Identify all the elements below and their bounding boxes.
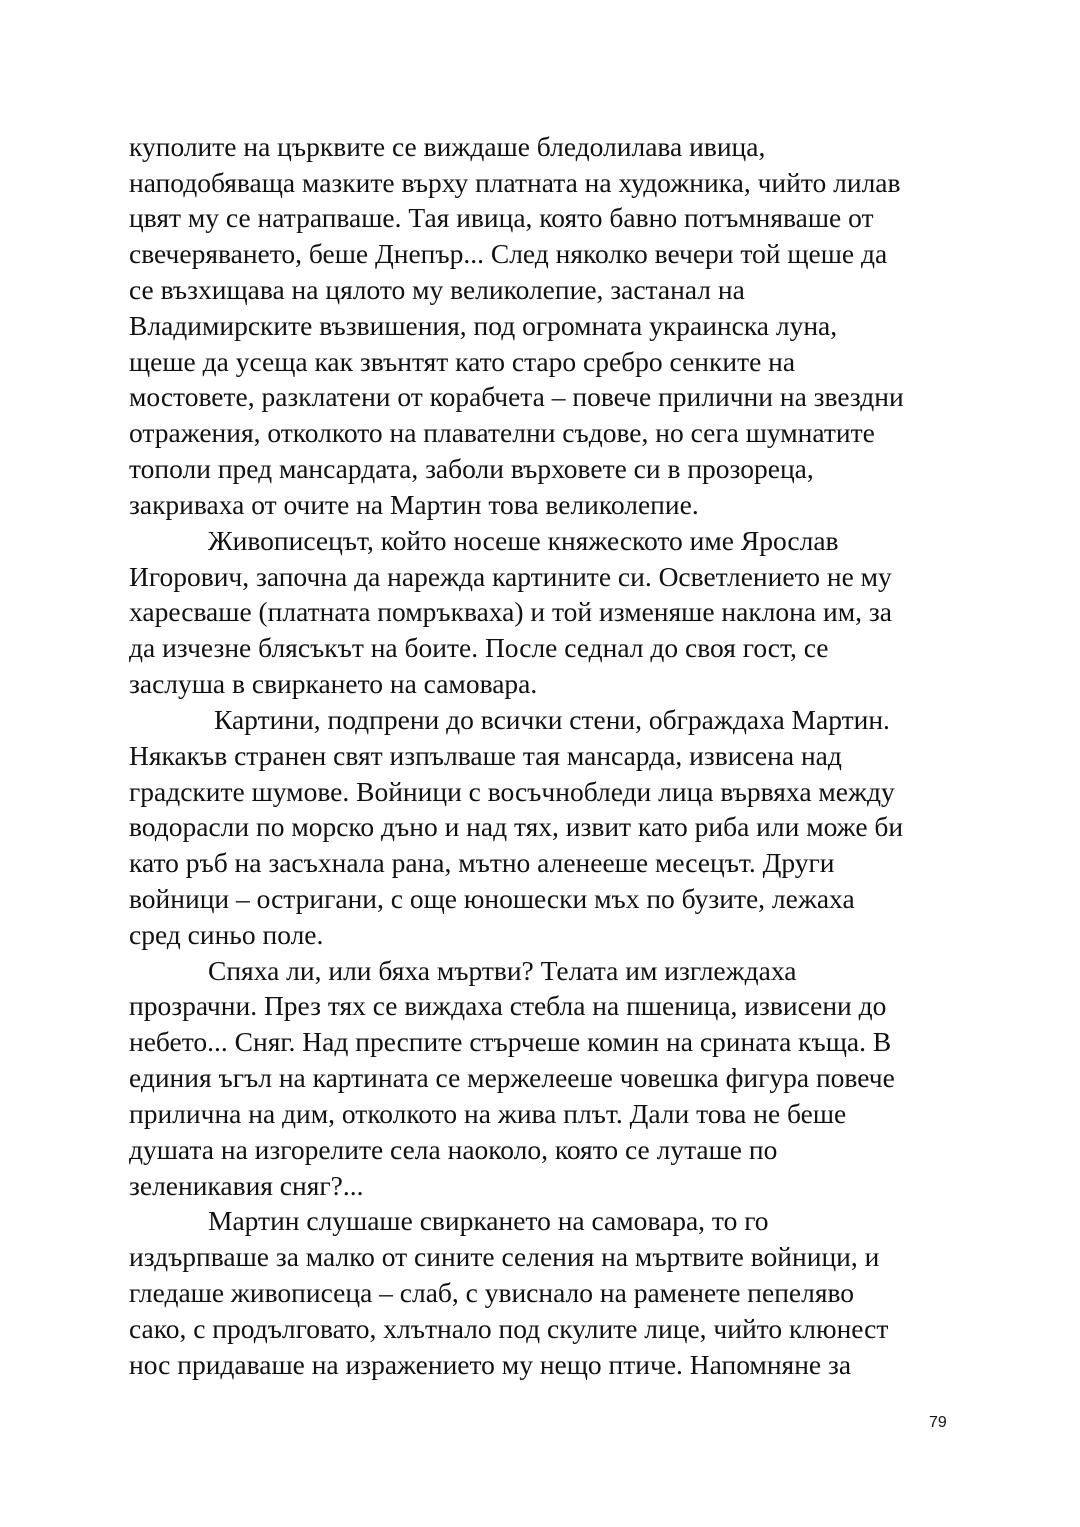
text-line: заслуша в свиркането на самовара. (129, 668, 538, 699)
text-line: мостовете, разклатени от корабчета – повече прилични на звездни (129, 381, 904, 412)
text-line: наподобяваща мазките върху платната на художника, чийто лилав (129, 167, 901, 198)
paragraph-first-line: Спяха ли, или бяха мъртви? Телата им изглеждаха (208, 955, 797, 986)
text-line: прозрачни. През тях се виждаха стебла на пшеница, извисени до (129, 990, 887, 1021)
text-line: душата на изгорелите села наоколо, която се луташе по (129, 1134, 778, 1165)
text-line: войници – остригани, с още юношески мъх по бузите, лежаха (129, 883, 855, 914)
text-line: нос придаваше на изражението му нещо птиче. Напомняне за (129, 1349, 852, 1380)
text-line: свечеряването, беше Днепър... След няколко вечери той щеше да (129, 238, 888, 269)
text-line: издърпваше за малко от сините селения на мъртвите войници, и (129, 1241, 880, 1272)
text-line: тополи пред мансардата, заболи върховете си в прозореца, (129, 453, 814, 484)
page-number: 79 (929, 1414, 947, 1431)
text-line: Владимирските възвишения, под огромната украинска луна, (129, 310, 838, 341)
paragraph-first-line: Мартин слушаше свиркането на самовара, то го (208, 1205, 769, 1236)
text-line: се възхищава на цялото му великолепие, застанал на (129, 274, 745, 305)
text-line: градските шумове. Войници с восъчнобледи лица вървяха между (129, 776, 895, 807)
text-line: куполите на църквите се виждаше бледолилава ивица, (129, 131, 766, 162)
text-line: единия ъгъл на картината се мержелееше човешка фигура повече (129, 1062, 895, 1093)
text-line: закриваха от очите на Мартин това великолепие. (129, 489, 699, 520)
paragraph-first-line: Картини, подпрени до всички стени, обграждаха Мартин. (214, 704, 890, 735)
text-line: водорасли по морско дъно и над тях, извит като риба или може би (129, 811, 904, 842)
text-line: отражения, отколкото на плавателни съдове, но сега шумнатите (129, 417, 875, 448)
text-line: небето... Сняг. Над преспите стърчеше комин на срината къща. В (129, 1026, 892, 1057)
text-line: сред синьо поле. (129, 919, 324, 950)
text-line: харесваше (платната помръкваха) и той изменяше наклона им, за (129, 596, 892, 627)
text-line: да изчезне блясъкът на боите. После седнал до своя гост, се (129, 632, 829, 663)
paragraph-first-line: Живописецът, който носеше княжеското име Ярослав (208, 525, 839, 556)
text-line: Игорович, започна да нарежда картините си. Осветлението не му (129, 561, 892, 592)
text-line: цвят му се натрапваше. Тая ивица, която бавно потъмняваше от (129, 202, 874, 233)
text-line: зеленикавия сняг?... (129, 1170, 364, 1201)
text-line: гледаше живописеца – слаб, с увиснало на раменете пепеляво (129, 1277, 855, 1308)
text-line: като ръб на засъхнала рана, мътно аленееше месецът. Други (129, 847, 835, 878)
text-line: Някакъв странен свят изпълваше тая мансарда, извисена над (129, 740, 842, 771)
text-line: щеше да усеща как звънтят като старо сребро сенките на (129, 346, 796, 377)
text-line: сако, с продълговато, хлътнало под скулите лице, чийто клюнест (129, 1313, 889, 1344)
text-line: прилична на дим, отколкото на жива плът. Дали това не беше (129, 1098, 847, 1129)
